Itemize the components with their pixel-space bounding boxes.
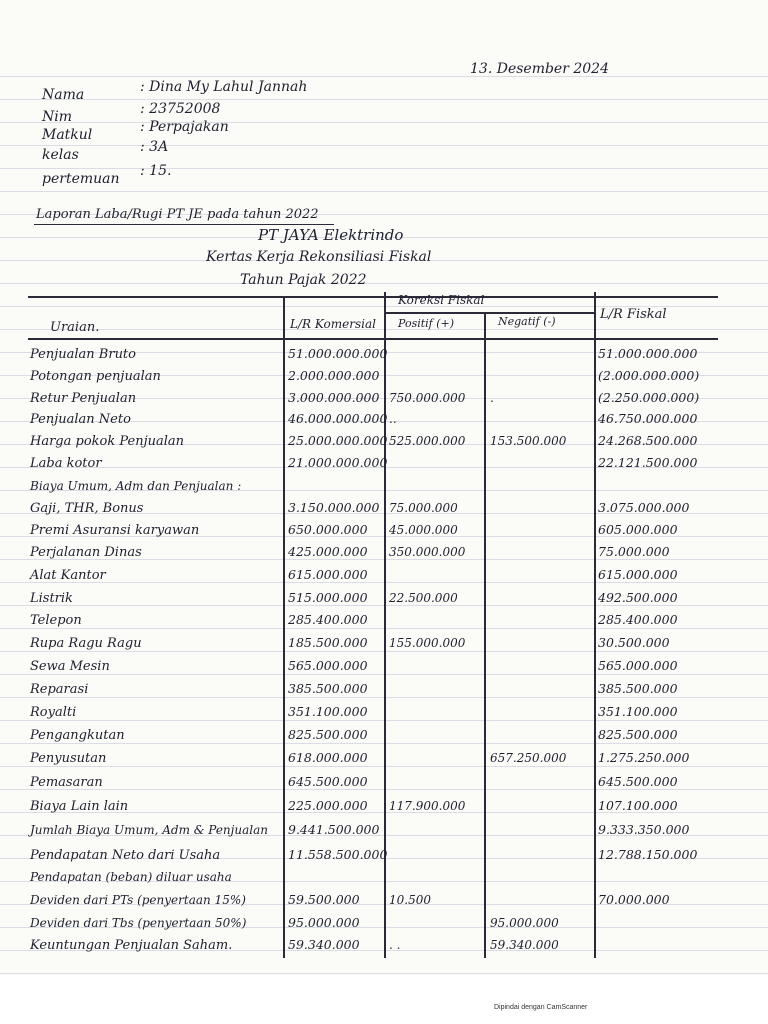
fiskal-cell: 3.075.000.000 — [598, 500, 690, 515]
uraian-cell: Pemasaran — [30, 775, 103, 790]
field-value: : Dina My Lahul Jannah — [140, 79, 308, 95]
company-name: PT JAYA Elektrindo — [258, 226, 404, 244]
uraian-cell: Penyusutan — [30, 751, 107, 766]
uraian-cell: Penjualan Bruto — [30, 347, 136, 362]
header-fiskal: L/R Fiskal — [600, 307, 667, 322]
komersial-cell: 425.000.000 — [288, 544, 368, 559]
uraian-cell: Telepon — [30, 613, 82, 628]
intro-underline — [34, 224, 334, 225]
komersial-cell: 351.100.000 — [288, 704, 368, 719]
positif-cell: 75.000.000 — [389, 501, 458, 515]
fiskal-cell: 107.100.000 — [598, 798, 678, 813]
fiskal-cell: 75.000.000 — [598, 544, 670, 559]
komersial-cell: 650.000.000 — [288, 522, 368, 537]
fiskal-cell: 70.000.000 — [598, 892, 670, 907]
komersial-cell: 51.000.000.000 — [288, 346, 388, 361]
uraian-cell: Premi Asuransi karyawan — [30, 523, 200, 538]
komersial-cell: 9.441.500.000 — [288, 822, 380, 837]
negatif-cell: 657.250.000 — [490, 751, 567, 765]
uraian-cell: Listrik — [30, 591, 73, 606]
uraian-cell: Pendapatan (beban) diluar usaha — [30, 870, 232, 884]
komersial-cell: 11.558.500.000 — [288, 847, 388, 862]
komersial-cell: 565.000.000 — [288, 658, 368, 673]
header-komersial: L/R Komersial — [290, 317, 376, 331]
scanner-footer: Dipindai dengan CamScanner — [494, 1004, 588, 1011]
field-label: Nama — [42, 87, 85, 103]
positif-cell: 525.000.000 — [389, 434, 466, 448]
field-value: : 3A — [140, 139, 169, 155]
uraian-cell: Pengangkutan — [30, 728, 125, 743]
uraian-cell: Biaya Lain lain — [30, 799, 129, 814]
fiskal-cell: 615.000.000 — [598, 567, 678, 582]
komersial-cell: 515.000.000 — [288, 590, 368, 605]
positif-cell: .. — [389, 412, 397, 426]
field-label: kelas — [42, 147, 79, 163]
fiskal-cell: 30.500.000 — [598, 635, 670, 650]
komersial-cell: 225.000.000 — [288, 798, 368, 813]
fiskal-cell: (2.250.000.000) — [598, 390, 700, 405]
fiskal-cell: 46.750.000.000 — [598, 411, 698, 426]
field-value: : 23752008 — [140, 101, 221, 117]
komersial-cell: 3.000.000.000 — [288, 390, 380, 405]
header-positif: Positif (+) — [398, 317, 455, 330]
uraian-cell: Keuntungan Penjualan Saham. — [30, 938, 233, 953]
field-value: : Perpajakan — [140, 119, 229, 135]
fiskal-cell: 605.000.000 — [598, 522, 678, 537]
field-label: Matkul — [42, 127, 93, 143]
fiskal-cell: 51.000.000.000 — [598, 346, 698, 361]
komersial-cell: 615.000.000 — [288, 567, 368, 582]
uraian-cell: Royalti — [30, 705, 77, 720]
header-bottom-line — [28, 338, 718, 340]
fiskal-cell: 565.000.000 — [598, 658, 678, 673]
komersial-cell: 618.000.000 — [288, 750, 368, 765]
uraian-cell: Perjalanan Dinas — [30, 545, 142, 560]
fiskal-cell: 1.275.250.000 — [598, 750, 690, 765]
fiskal-cell: 285.400.000 — [598, 612, 678, 627]
uraian-cell: Pendapatan Neto dari Usaha — [30, 848, 221, 863]
header-negatif: Negatif (-) — [498, 315, 556, 328]
uraian-cell: Laba kotor — [30, 456, 102, 471]
report-intro: Laporan Laba/Rugi PT JE pada tahun 2022 — [36, 207, 319, 222]
fiskal-cell: 351.100.000 — [598, 704, 678, 719]
header-koreksi: Koreksi Fiskal — [398, 293, 485, 307]
komersial-cell: 59.340.000 — [288, 937, 360, 952]
positif-cell: 117.900.000 — [389, 799, 466, 813]
uraian-cell: Retur Penjualan — [30, 391, 137, 406]
tax-year: Tahun Pajak 2022 — [240, 272, 367, 288]
komersial-cell: 825.500.000 — [288, 727, 368, 742]
positif-cell: 45.000.000 — [389, 523, 458, 537]
komersial-cell: 645.500.000 — [288, 774, 368, 789]
field-value: : 15. — [140, 163, 172, 179]
komersial-cell: 3.150.000.000 — [288, 500, 380, 515]
uraian-cell: Gaji, THR, Bonus — [30, 501, 144, 516]
col-line-4 — [594, 292, 596, 958]
uraian-cell: Deviden dari PTs (penyertaan 15%) — [30, 893, 246, 907]
fiskal-cell: (2.000.000.000) — [598, 368, 700, 383]
uraian-cell: Jumlah Biaya Umum, Adm & Penjualan — [30, 823, 268, 837]
field-label: Nim — [42, 109, 73, 125]
positif-cell: 155.000.000 — [389, 636, 466, 650]
uraian-cell: Alat Kantor — [30, 568, 106, 583]
fiskal-cell: 9.333.350.000 — [598, 822, 690, 837]
positif-cell: 750.000.000 — [389, 391, 466, 405]
positif-cell: . . — [389, 938, 401, 952]
report-subtitle: Kertas Kerja Rekonsiliasi Fiskal — [206, 249, 432, 265]
fiskal-cell: 12.788.150.000 — [598, 847, 698, 862]
negatif-cell: 59.340.000 — [490, 938, 559, 952]
komersial-cell: 25.000.000.000 — [288, 433, 388, 448]
uraian-cell: Penjualan Neto — [30, 412, 131, 427]
date-text: 13. Desember 2024 — [470, 61, 609, 77]
komersial-cell: 385.500.000 — [288, 681, 368, 696]
uraian-cell: Biaya Umum, Adm dan Penjualan : — [30, 479, 242, 493]
komersial-cell: 21.000.000.000 — [288, 455, 388, 470]
negatif-cell: 95.000.000 — [490, 916, 559, 930]
page-top-margin — [0, 0, 768, 60]
table-top-line — [28, 296, 718, 298]
uraian-cell: Potongan penjualan — [30, 369, 161, 384]
fiskal-cell: 385.500.000 — [598, 681, 678, 696]
uraian-cell: Harga pokok Penjualan — [30, 434, 185, 449]
komersial-cell: 59.500.000 — [288, 892, 360, 907]
komersial-cell: 46.000.000.000 — [288, 411, 388, 426]
komersial-cell: 285.400.000 — [288, 612, 368, 627]
uraian-cell: Deviden dari Tbs (penyertaan 50%) — [30, 916, 247, 930]
fiskal-cell: 492.500.000 — [598, 590, 678, 605]
negatif-cell: 153.500.000 — [490, 434, 567, 448]
komersial-cell: 95.000.000 — [288, 915, 360, 930]
komersial-cell: 185.500.000 — [288, 635, 368, 650]
koreksi-divider — [384, 312, 594, 314]
scan-bottom-strip — [0, 975, 768, 1024]
col-line-1 — [283, 298, 285, 958]
fiskal-cell: 645.500.000 — [598, 774, 678, 789]
fiskal-cell: 22.121.500.000 — [598, 455, 698, 470]
uraian-cell: Sewa Mesin — [30, 659, 110, 674]
komersial-cell: 2.000.000.000 — [288, 368, 380, 383]
field-label: pertemuan — [42, 171, 120, 187]
header-uraian: Uraian. — [50, 320, 100, 335]
positif-cell: 22.500.000 — [389, 591, 458, 605]
positif-cell: 10.500 — [389, 893, 431, 907]
col-line-3 — [484, 312, 486, 958]
fiskal-cell: 24.268.500.000 — [598, 433, 698, 448]
fiskal-cell: 825.500.000 — [598, 727, 678, 742]
uraian-cell: Reparasi — [30, 682, 89, 697]
negatif-cell: . — [490, 391, 494, 405]
uraian-cell: Rupa Ragu Ragu — [30, 636, 142, 651]
positif-cell: 350.000.000 — [389, 545, 466, 559]
